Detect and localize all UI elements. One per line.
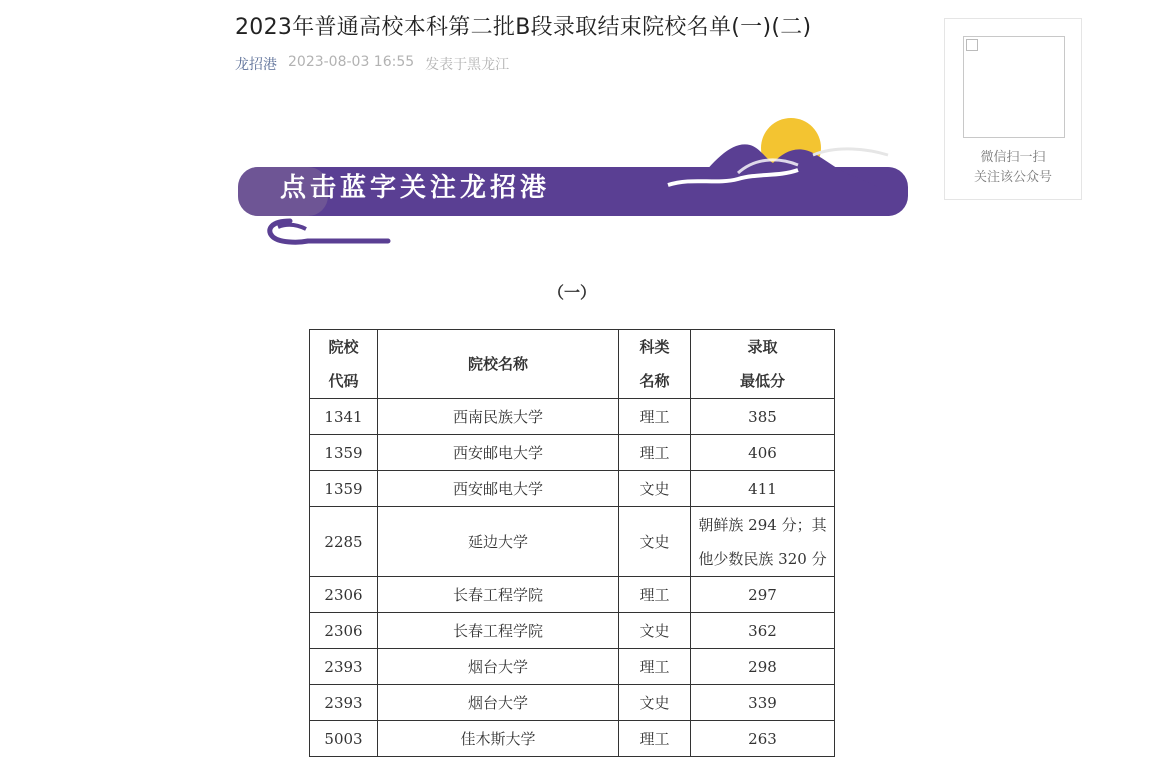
cell-code: 2306 (310, 577, 378, 613)
cell-code: 2285 (310, 507, 378, 577)
table-row (310, 685, 835, 721)
cell-type: 文史 (619, 613, 691, 649)
cell-score: 411 (691, 471, 835, 507)
cell-name: 长春工程学院 (378, 613, 619, 649)
broken-image-icon (966, 39, 978, 51)
section-label: （一） (548, 283, 597, 302)
cell-code: 1359 (310, 435, 378, 471)
table-row (310, 649, 835, 685)
qr-caption-line2: 关注该公众号 (973, 170, 1052, 185)
cell-score: 406 (691, 435, 835, 471)
cell-name: 佳木斯大学 (378, 721, 619, 757)
cell-name: 长春工程学院 (378, 577, 619, 613)
cell-score: 362 (691, 613, 835, 649)
article-meta (235, 54, 509, 74)
cell-score: 298 (691, 649, 835, 685)
cell-code: 2393 (310, 685, 378, 721)
cell-score: 263 (691, 721, 835, 757)
qr-panel (944, 18, 1082, 200)
table-header-row (310, 330, 835, 399)
cell-code: 1341 (310, 399, 378, 435)
author-link[interactable]: 龙招港 (235, 57, 277, 73)
cell-type: 文史 (619, 471, 691, 507)
table-row (310, 577, 835, 613)
admission-table (309, 329, 835, 757)
header-code: 院校 代码 (310, 330, 378, 399)
cell-name: 延边大学 (378, 507, 619, 577)
cell-score: 339 (691, 685, 835, 721)
cell-name: 烟台大学 (378, 649, 619, 685)
cell-type: 理工 (619, 435, 691, 471)
cell-type: 理工 (619, 577, 691, 613)
cell-type: 文史 (619, 507, 691, 577)
table-row (310, 507, 835, 577)
cell-code: 5003 (310, 721, 378, 757)
header-name: 院校名称 (378, 330, 619, 399)
table-row (310, 613, 835, 649)
publish-date: 2023-08-03 16:55 (288, 54, 415, 70)
cell-code: 2306 (310, 613, 378, 649)
cell-name: 西安邮电大学 (378, 471, 619, 507)
cell-score: 朝鲜族 294 分；其 他少数民族 320 分 (691, 507, 835, 577)
banner-text[interactable]: 点击蓝字关注龙招港 (280, 173, 551, 203)
cell-score: 297 (691, 577, 835, 613)
table-row (310, 721, 835, 757)
table-row (310, 471, 835, 507)
cell-name: 西南民族大学 (378, 399, 619, 435)
header-score: 录取 最低分 (691, 330, 835, 399)
cell-code: 2393 (310, 649, 378, 685)
cell-type: 文史 (619, 685, 691, 721)
table-row (310, 435, 835, 471)
cell-score: 385 (691, 399, 835, 435)
cell-type: 理工 (619, 399, 691, 435)
cell-name: 烟台大学 (378, 685, 619, 721)
cell-code: 1359 (310, 471, 378, 507)
cell-type: 理工 (619, 721, 691, 757)
header-type: 科类 名称 (619, 330, 691, 399)
qr-caption-line1: 微信扫一扫 (980, 150, 1046, 165)
article-title: 2023年普通高校本科第二批B段录取结束院校名单(一)(二) (235, 15, 812, 40)
cell-name: 西安邮电大学 (378, 435, 619, 471)
table-row (310, 399, 835, 435)
publish-location: 发表于黑龙江 (425, 57, 510, 73)
cell-type: 理工 (619, 649, 691, 685)
qr-code-image (963, 36, 1065, 138)
